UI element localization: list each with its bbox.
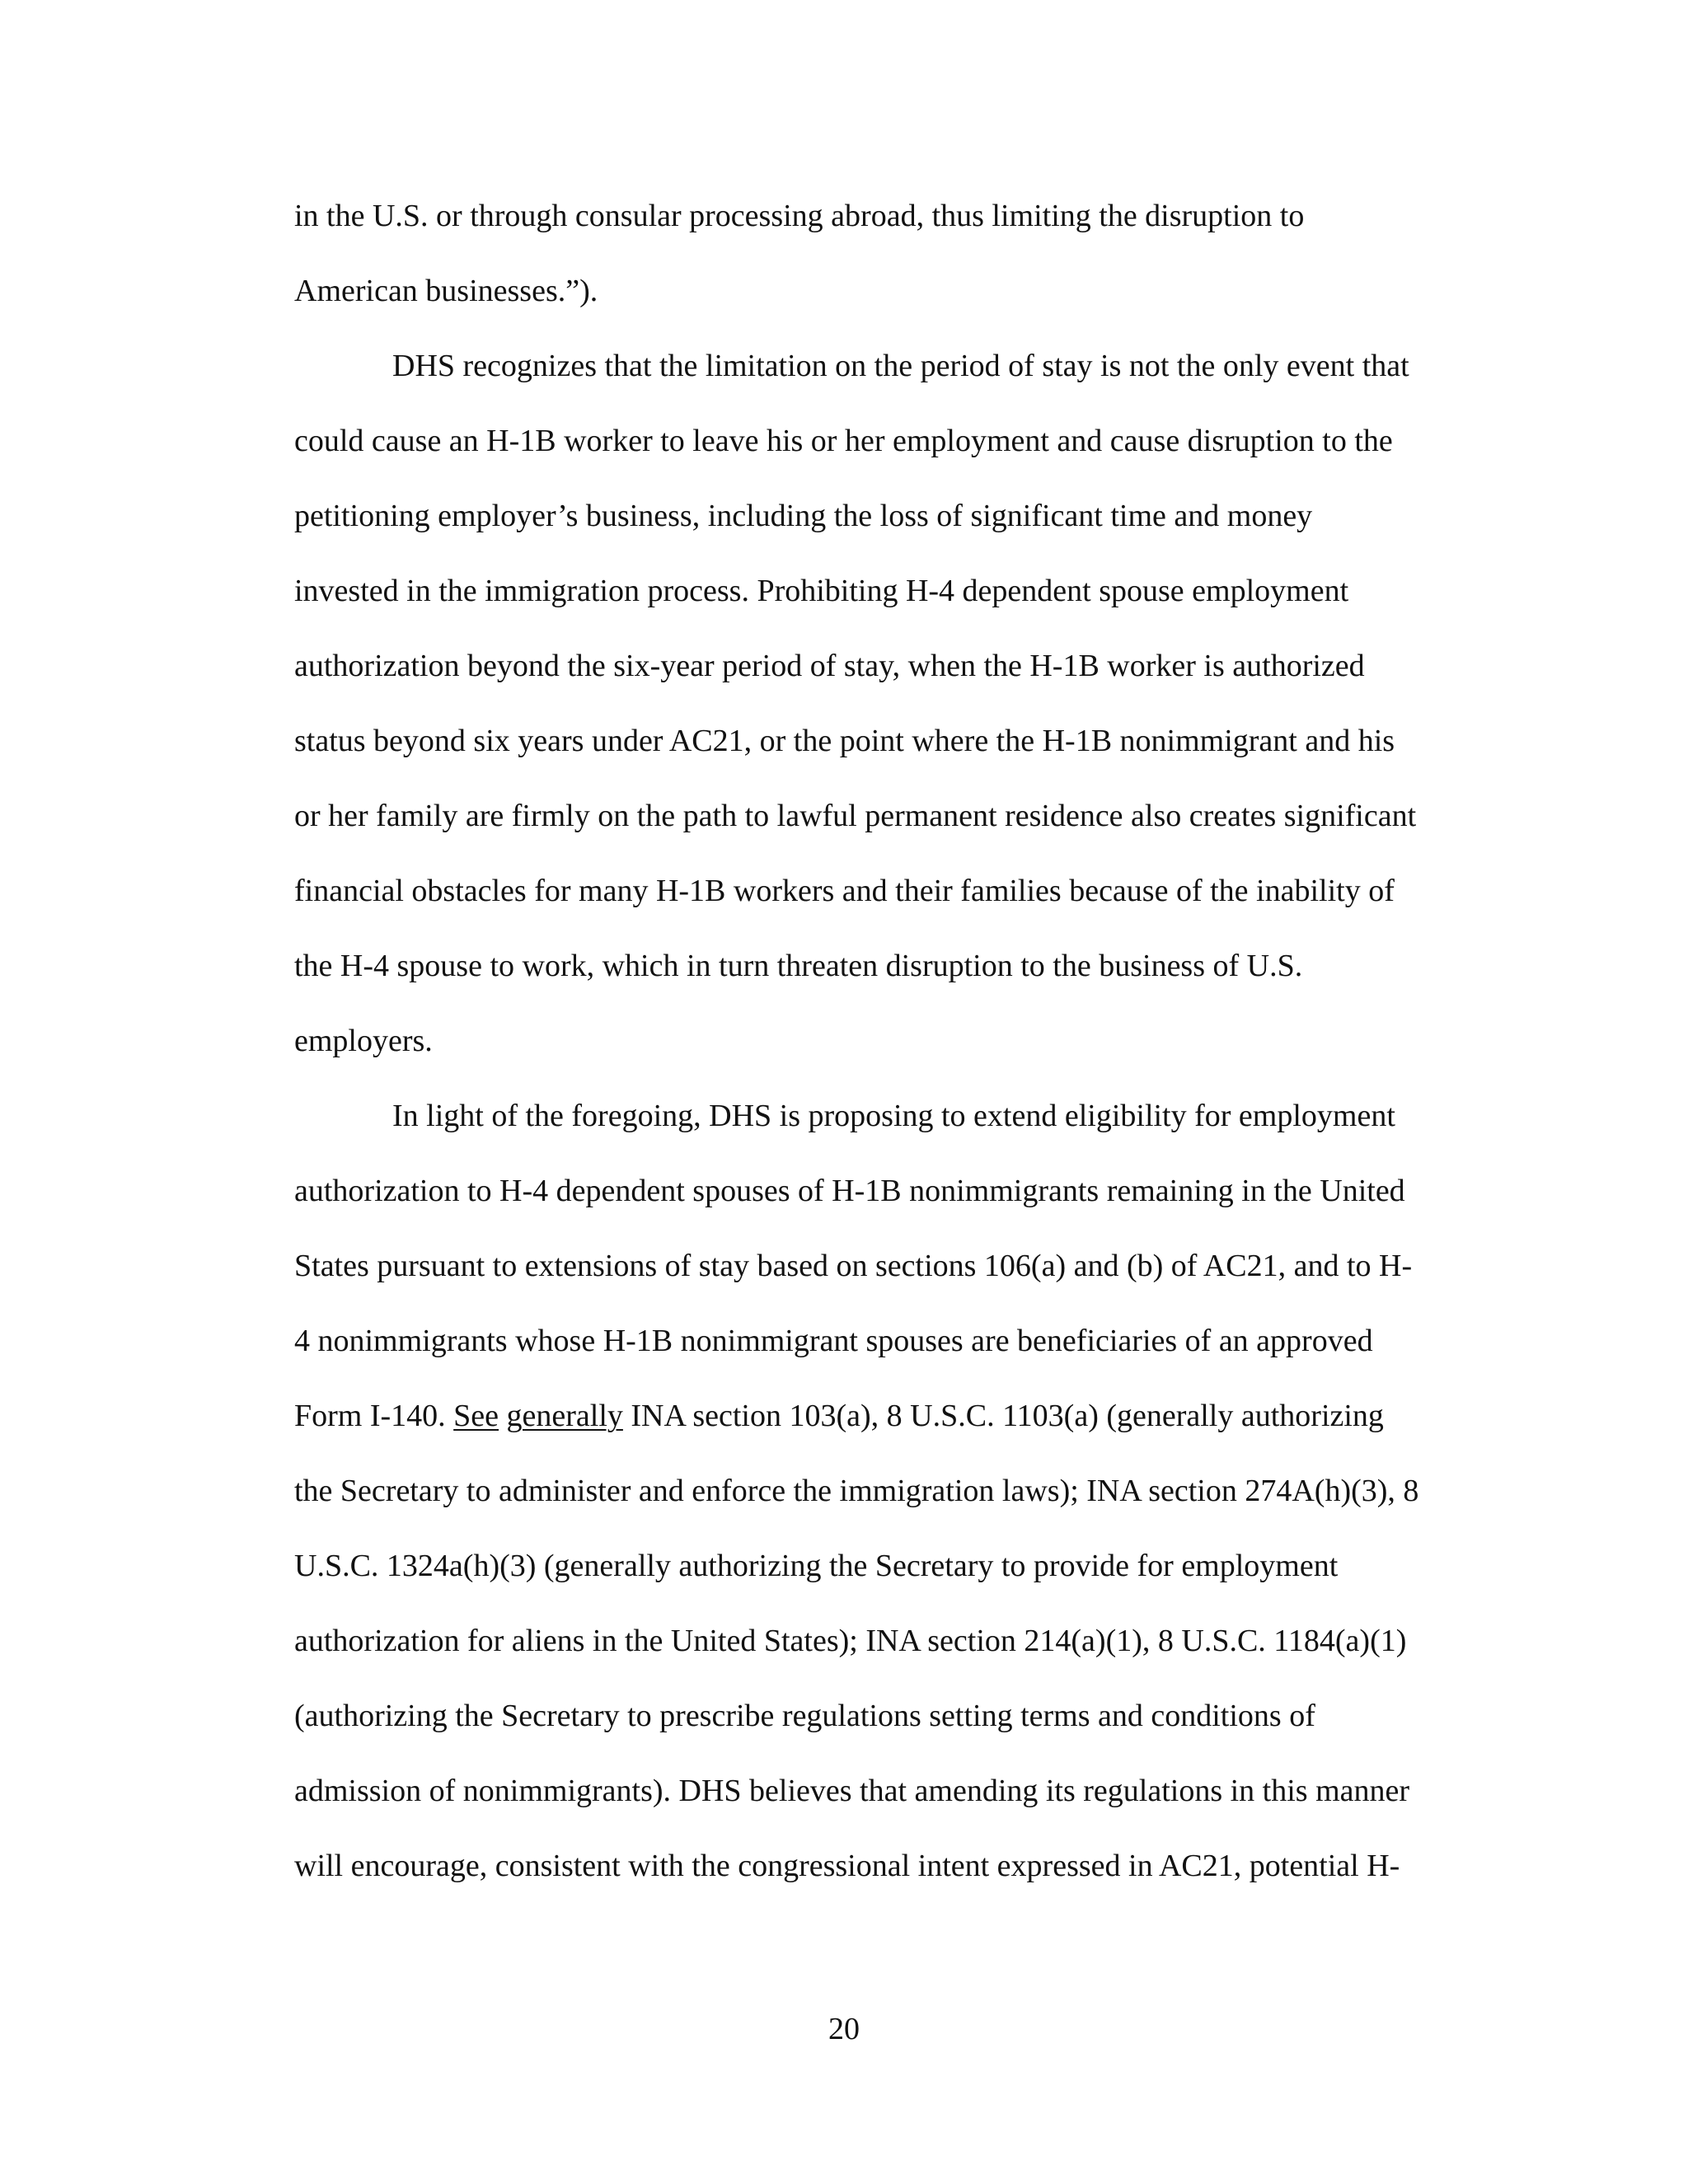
- text-line: authorization beyond the six-year period of stay, when the H-1B worker is authorized: [294, 649, 1365, 683]
- text-line: could cause an H-1B worker to leave his or her employment and cause disruption to the: [294, 424, 1393, 458]
- text-line: financial obstacles for many H-1B workers and their families because of the inability of: [294, 874, 1395, 908]
- citation-text: INA section 103(a), 8 U.S.C. 1103(a) (generally authorizing: [622, 1399, 1384, 1433]
- paragraph-start-line: DHS recognizes that the limitation on the period of stay is not the only event that: [392, 349, 1409, 383]
- see-signal: See: [453, 1399, 499, 1433]
- text-line: the Secretary to administer and enforce the immigration laws); INA section 274A(h)(3), 8: [294, 1474, 1419, 1508]
- text-line: (authorizing the Secretary to prescribe regulations setting terms and conditions of: [294, 1699, 1315, 1733]
- citation-line: [294, 1385, 1477, 1460]
- text-line: petitioning employer’s business, including the loss of significant time and money: [294, 499, 1313, 533]
- text-line: 4 nonimmigrants whose H-1B nonimmigrant spouses are beneficiaries of an approved: [294, 1324, 1373, 1358]
- text-line: U.S.C. 1324a(h)(3) (generally authorizing the Secretary to provide for employment: [294, 1549, 1339, 1583]
- text-line: admission of nonimmigrants). DHS believes that amending its regulations in this manner: [294, 1774, 1410, 1808]
- page-number: 20: [828, 2012, 860, 2046]
- text-line: status beyond six years under AC21, or the point where the H-1B nonimmigrant and his: [294, 724, 1395, 758]
- text-line: authorization to H-4 dependent spouses of H-1B nonimmigrants remaining in the United: [294, 1174, 1405, 1208]
- text-line: or her family are firmly on the path to lawful permanent residence also creates significant: [294, 799, 1417, 833]
- paragraph-start-line: In light of the foregoing, DHS is proposing to extend eligibility for employment: [392, 1099, 1395, 1133]
- text-line: the H-4 spouse to work, which in turn threaten disruption to the business of U.S.: [294, 949, 1303, 983]
- text-line: in the U.S. or through consular processing abroad, thus limiting the disruption to: [294, 199, 1305, 233]
- text-line: American businesses.”).: [294, 274, 598, 308]
- body-text: [294, 185, 1477, 1910]
- text-line: employers.: [294, 1024, 433, 1058]
- text-line: will encourage, consistent with the congressional intent expressed in AC21, potential H-: [294, 1849, 1400, 1883]
- text-line: authorization for aliens in the United States); INA section 214(a)(1), 8 U.S.C. 1184(a)(1): [294, 1624, 1407, 1658]
- generally-signal: generally: [506, 1399, 623, 1433]
- text-line: States pursuant to extensions of stay based on sections 106(a) and (b) of AC21, and to H-: [294, 1249, 1413, 1283]
- text-line: invested in the immigration process. Prohibiting H-4 dependent spouse employment: [294, 574, 1349, 608]
- citation-prefix: Form I-140.: [294, 1399, 454, 1433]
